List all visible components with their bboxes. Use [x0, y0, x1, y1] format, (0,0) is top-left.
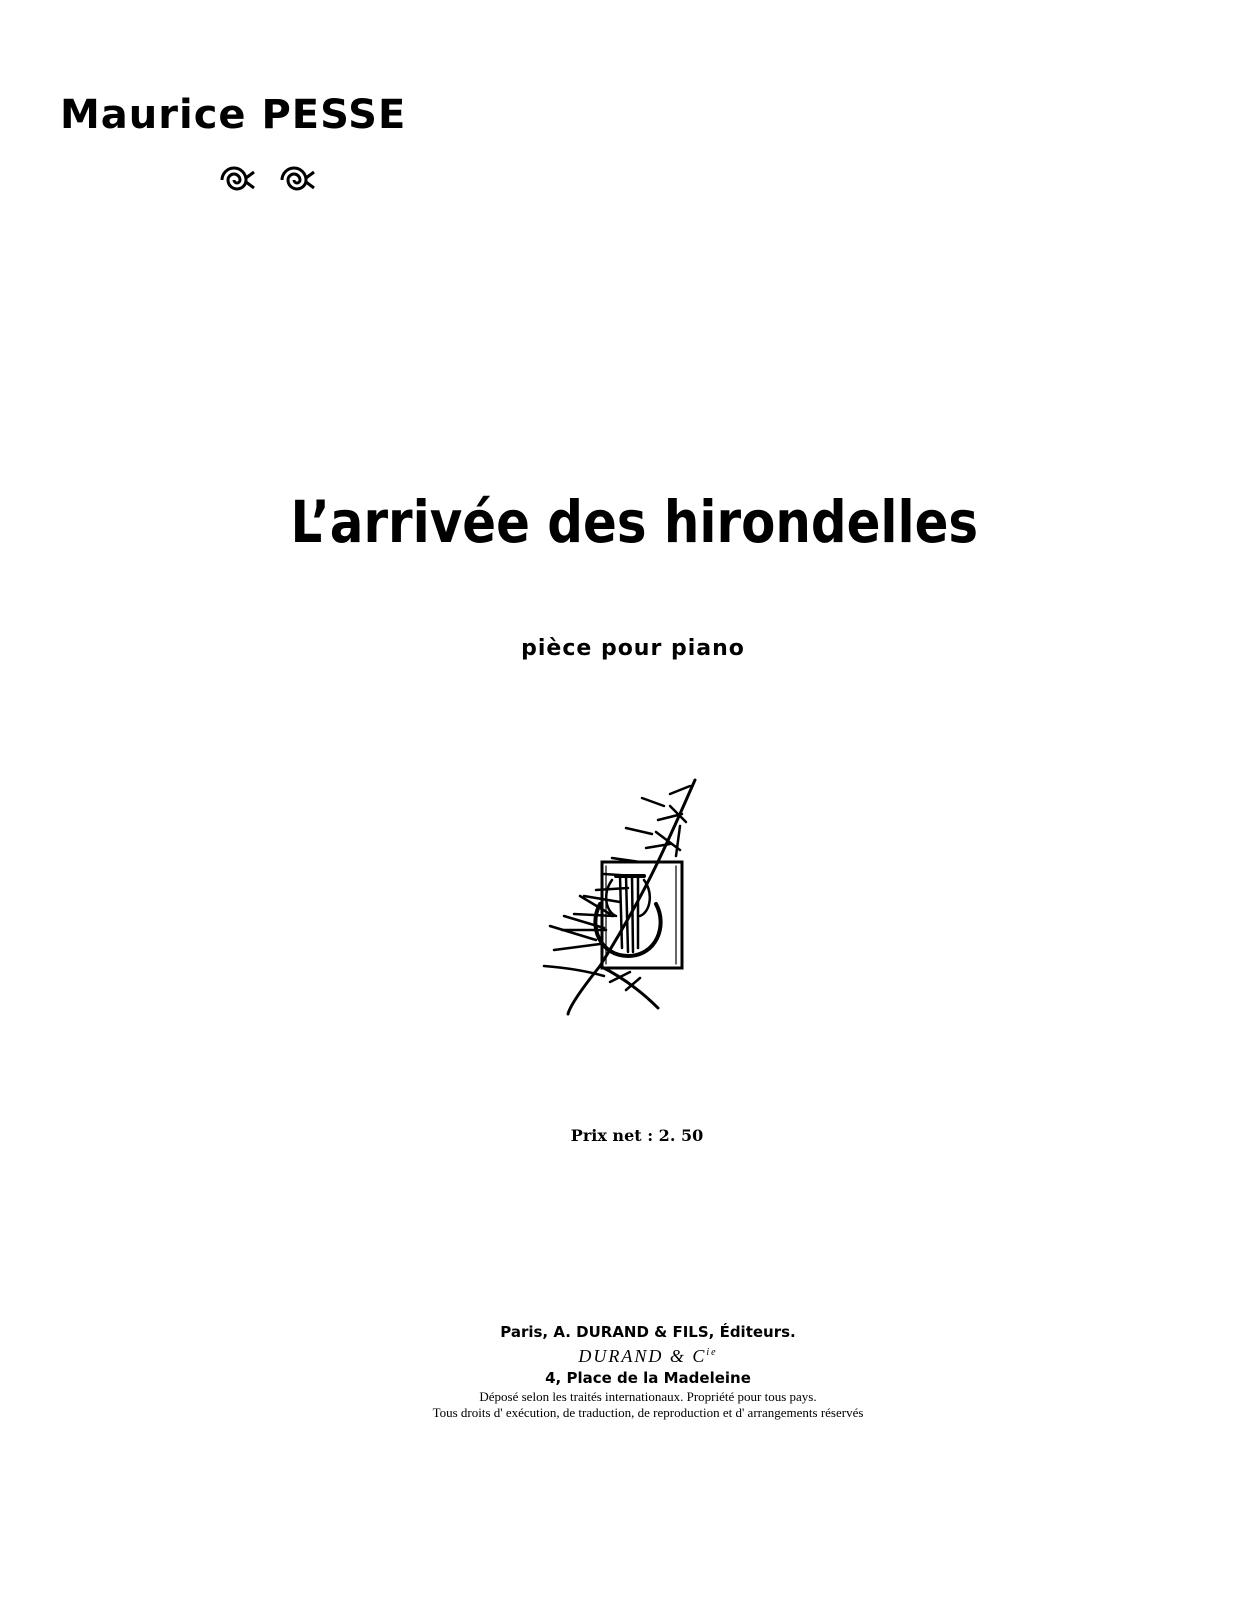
spiral-ornament-icon	[212, 160, 332, 200]
firm-name-suffix: ie	[706, 1347, 718, 1358]
lyre-vignette-icon	[540, 776, 710, 1016]
price-label: Prix net : 2. 50	[570, 1126, 704, 1145]
publisher-imprint	[0, 1322, 1236, 1421]
piece-title: L’arrivée des hirondelles	[290, 488, 979, 556]
composer-name: Maurice PESSE	[60, 92, 407, 138]
firm-name	[60, 1342, 1236, 1367]
firm-name-text: DURAND & C	[578, 1346, 707, 1366]
publisher-address: 4, Place de la Madeleine	[545, 1369, 751, 1387]
rights-notice-2: Tous droits d' exécution, de traduction, de reproduction et d' arrangements réservés	[432, 1405, 864, 1420]
piece-subtitle: pièce pour piano	[521, 636, 745, 661]
publisher-line: Paris, A. DURAND & FILS, Éditeurs.	[500, 1323, 796, 1341]
rights-notice-1: Déposé selon les traités internationaux. Propriété pour tous pays.	[479, 1389, 817, 1404]
